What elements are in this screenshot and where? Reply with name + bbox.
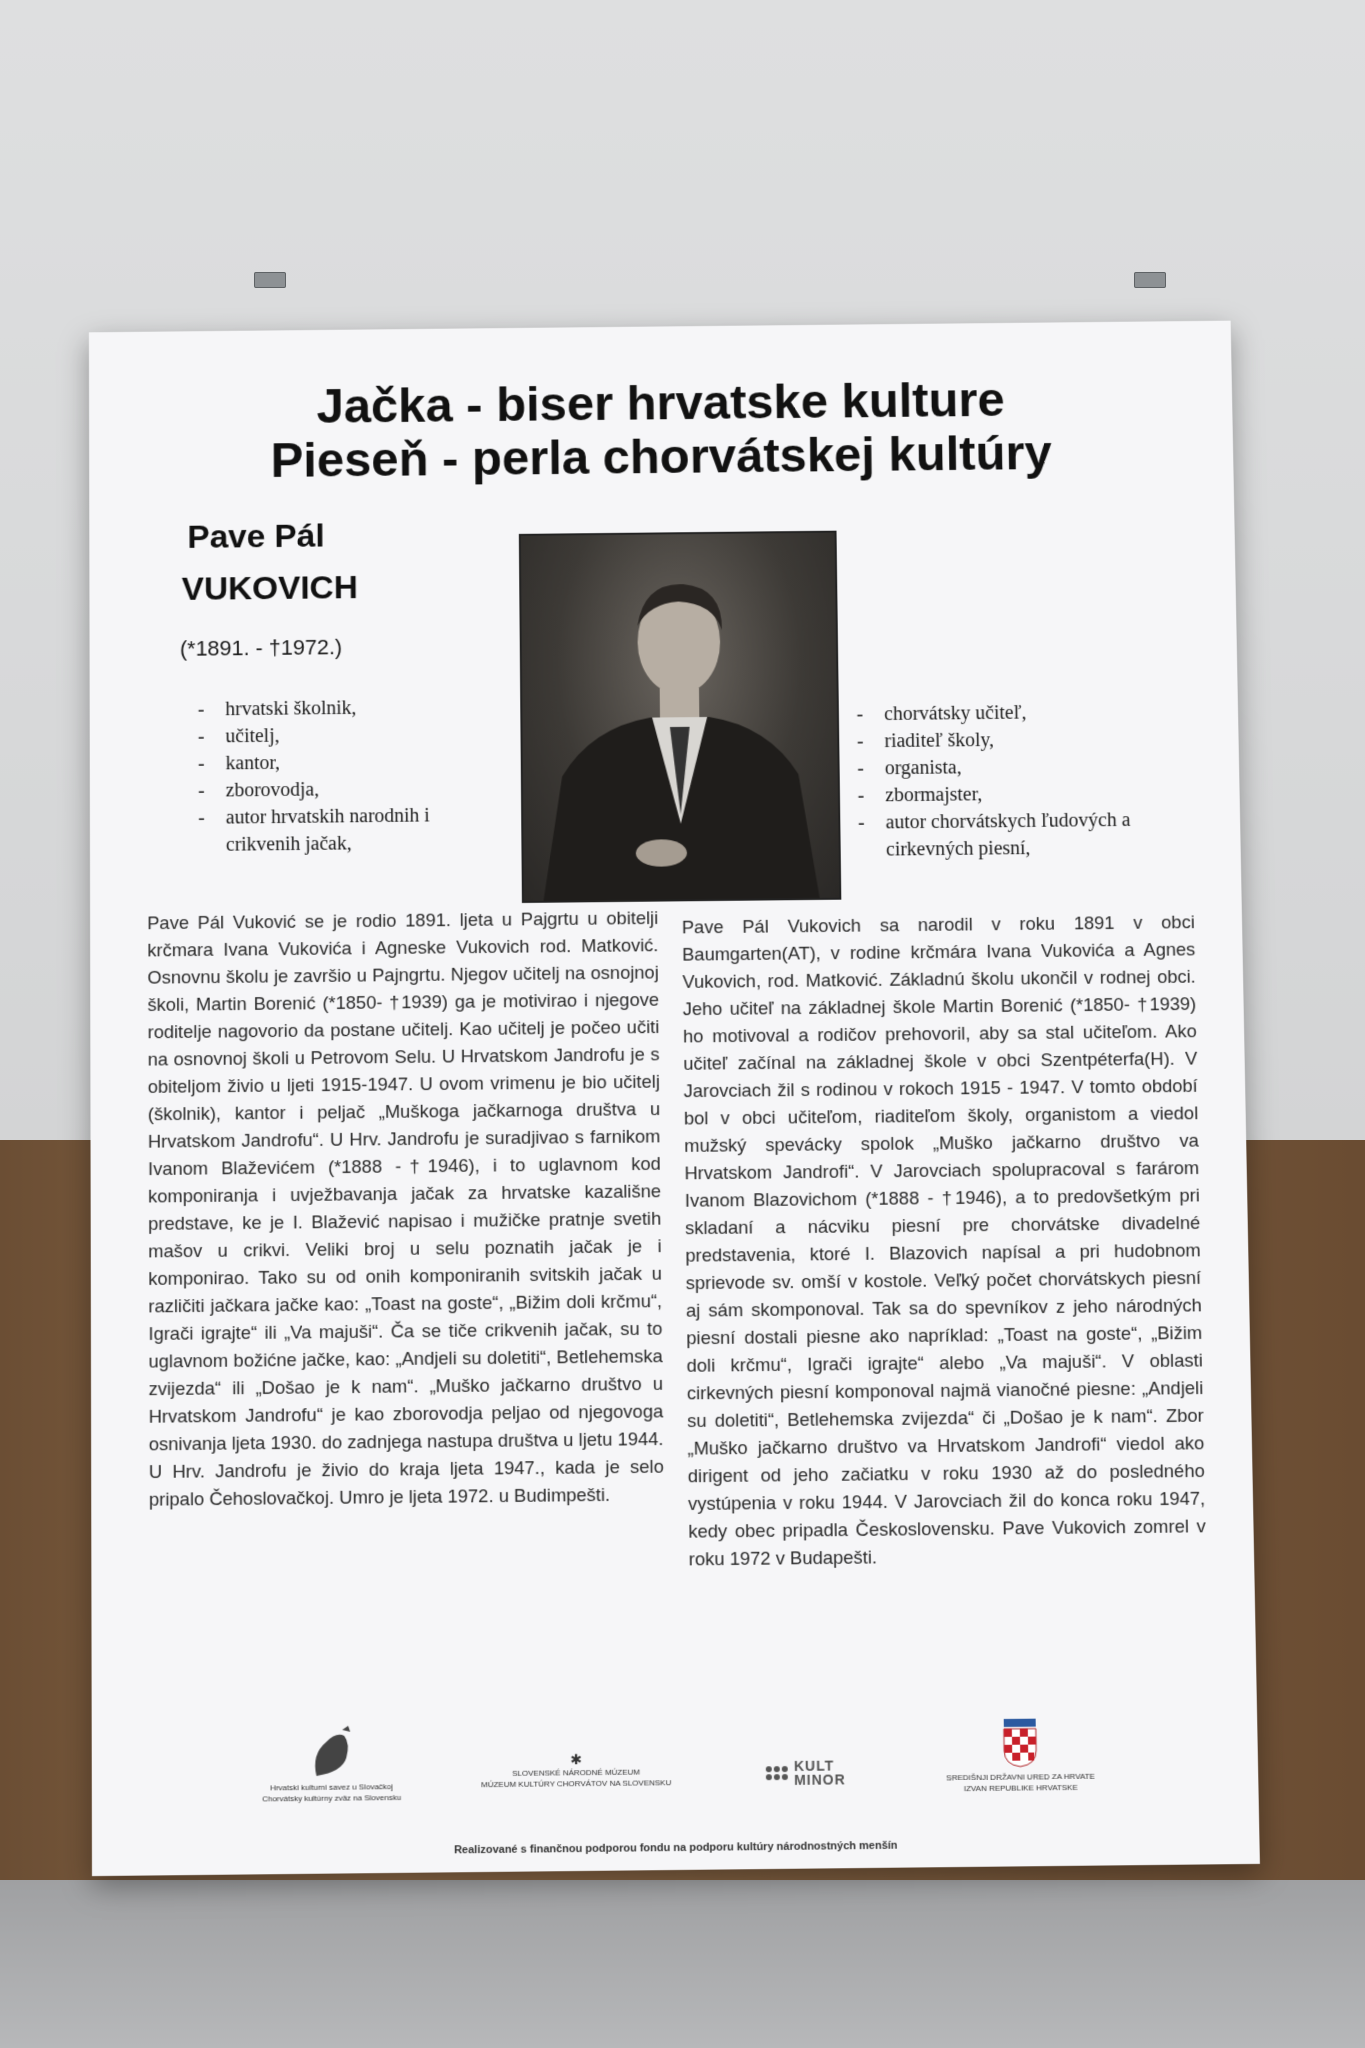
office-name-line1: SREDIŠNJI DRŽAVNI URED ZA HRVATE (946, 1771, 1095, 1783)
title-slovak: Pieseň - perla chorvátskej kultúry (270, 425, 1053, 488)
hkd-name-croatian: Hrvatski kulturni savez u Slovačkoj (270, 1782, 394, 1793)
life-dates: (*1891. - †1972.) (179, 634, 343, 661)
role-item: - hrvatski školnik, (198, 693, 483, 723)
logo-hkd (241, 1723, 421, 1805)
portrait-photo (519, 531, 841, 903)
role-item: - chorvátsky učiteľ, (856, 698, 1181, 728)
role-item: - zbormajster, (858, 779, 1183, 809)
minor-label: MINOR (793, 1771, 846, 1788)
biography-croatian: Pave Pál Vuković se je rodio 1891. ljeta u Pajgrtu u obitelji krčmara Ivana Vukovića i Agneske Vukovich rod. Matković. Osnovnu školu je završio u Pajngrtu. Njegov učitelj na osnojnoj školi, Martin Borenić (*1850- †1939) ga je motivirao i njegove roditelje nagovorio da postane učitelj. Kao učitelj je počeo učiti na osnovnoj školi u Petrovom Selu. U Hrvatskom Jandrofu je s obiteljom živio u ljeti 1915-1947. U ovom vrimenu je bio učitelj (školnik), kantor i peljač „Muškoga jačkarnoga društva u Hrvatskom Jandrofu“. U Hrv. Jandrofu je suradjivao s farnikom Ivanom Blaževićem (*1888 -†1946), i to uglavnom kod komponiranja i uvježbavanja jačak za hrvatske kazališne predstave, ke je I. Blažević napisao i mužičke pratnje svetih mašov u crikvi. Veliki broj u selu poznatih jačak je i komponirao. Tako su od onih komponiranih svitskih jačak u različiti jačkara jačke kao: „Toast na goste“, „Bižim doli krčmu“, Igrači igrajte“ ili „Va majuši“. Ča se tiče crikvenih jačak, su to uglavnom božićne jačke, kao: „Andjeli su doletiti“, Betlehemska zvijezda“ ili „Došao je k nam“. „Muško jačkarno društvo u Hrvatskom Jandrofu“ je kao zborovodja peljao od njegovoga osnivanja ljeta 1930. do zadnjega nastupa društva u ljetu 1944. U Hrv. Jandrofu je živio do kraja ljeta 1947., kada je selo pripalo Čehoslovačkoj. Umro je ljeta 1972. u Budimpešti. (147, 907, 664, 1510)
logo-museum (476, 1750, 676, 1790)
poster-board (89, 321, 1260, 1876)
role-item: - autor hrvatskih narodnih i crikvenih jačak, (198, 802, 484, 859)
hkd-name-slovak: Chorvátsky kultúrny zväz na Slovensku (262, 1793, 402, 1804)
role-item: - zborovodja, (198, 774, 484, 804)
hkd-emblem-icon (306, 1724, 356, 1779)
logo-croatian-office (930, 1716, 1111, 1795)
portrait-figure-icon (521, 533, 840, 901)
title-croatian: Jačka - biser hrvatske kulture (316, 372, 1006, 434)
name-first: Pave Pál (187, 517, 325, 556)
role-item: - učitelj, (198, 720, 483, 750)
wall-clip-left (254, 272, 286, 288)
kult-minor-dots-icon (766, 1766, 788, 1780)
biography-slovak: Pave Pál Vukovich sa narodil v roku 1891 v obci Baumgarten(AT), v rodine krčmára Ivana Vukovića a Agnes Vukovich, rod. Matković. Základnú školu ukončil v rodnej obci. Jeho učiteľ na základnej škole Martin Borenić (*1850- †1939) ho motivoval a rodičov prehovoril, aby sa stal učiteľom. Ako učiteľ začínal na základnej škole v obci Szentpéterfa(H). V Jarovciach žil s rodinou v rokoch 1915 - 1947. V tomto období bol v obci učiteľom, riaditeľom školy, organistom a viedol mužský spevácky spolok „Muško jačkarno društvo va Hrvatskom Jandrofi“. V Jarovciach spolupracoval s farárom Ivanom Blazovichom (*1888 - †1946), a to predovšetkým pri skladaní a nácviku piesní pre chorvátske divadelné predstavenia, ktoré I. Blazovich napísal a pri hudobnom sprievode sv. omší v kostole. Veľký počet chorvátskych piesní aj sám skomponoval. Tak sa do spevníkov z jeho národných piesní dostali piesne ako napríklad: „Toast na goste“, „Bižim doli krčmu“, Igrači igrajte“ alebo „Va majuši“. V oblasti cirkevných piesní komponoval najmä vianočné piesne: „Andjeli su doletiti“, Betlehemska zvijezda“ či „Došao je k nam“. Zbor „Muško jačkarno društvo va Hrvatskom Jandrofi“ viedol ako dirigent od jeho začiatku v roku 1930 až do posledného vystúpenia v roku 1944. V Jarovciach žil do konca roku 1947, kedy obec pripadla Československu. Pave Vukovich zomrel v roku 1972 v Budapešti. (681, 911, 1206, 1570)
role-item: - riaditeľ školy, (857, 725, 1182, 755)
kult-label: KULT (793, 1757, 835, 1774)
museum-name-line1: SLOVENSKÉ NÁRODNÉ MÚZEUM (512, 1767, 641, 1778)
croatian-coat-of-arms-icon (1000, 1717, 1041, 1769)
logo-row (92, 1714, 1259, 1836)
office-name-line2: IZVAN REPUBLIKE HRVATSKE (963, 1782, 1078, 1794)
role-item: - kantor, (198, 747, 483, 777)
role-item: - autor chorvátskych ľudových a cirkevných piesní, (858, 806, 1184, 864)
roles-list-slovak (856, 698, 1183, 864)
role-item: - organista, (857, 752, 1182, 782)
roles-list-croatian (198, 693, 484, 859)
name-last: VUKOVICH (181, 569, 358, 608)
floor (0, 1880, 1365, 2048)
funding-footer: Realizované s finančnou podporou fondu na podporu kultúry národnostných menšín (453, 1839, 898, 1857)
logo-kult-minor (746, 1758, 866, 1787)
wall-clip-right (1134, 272, 1166, 288)
museum-name-line2: MÚZEUM KULTÚRY CHORVÁTOV NA SLOVENSKU (481, 1778, 672, 1790)
museum-star-icon: ✱ (570, 1751, 582, 1768)
